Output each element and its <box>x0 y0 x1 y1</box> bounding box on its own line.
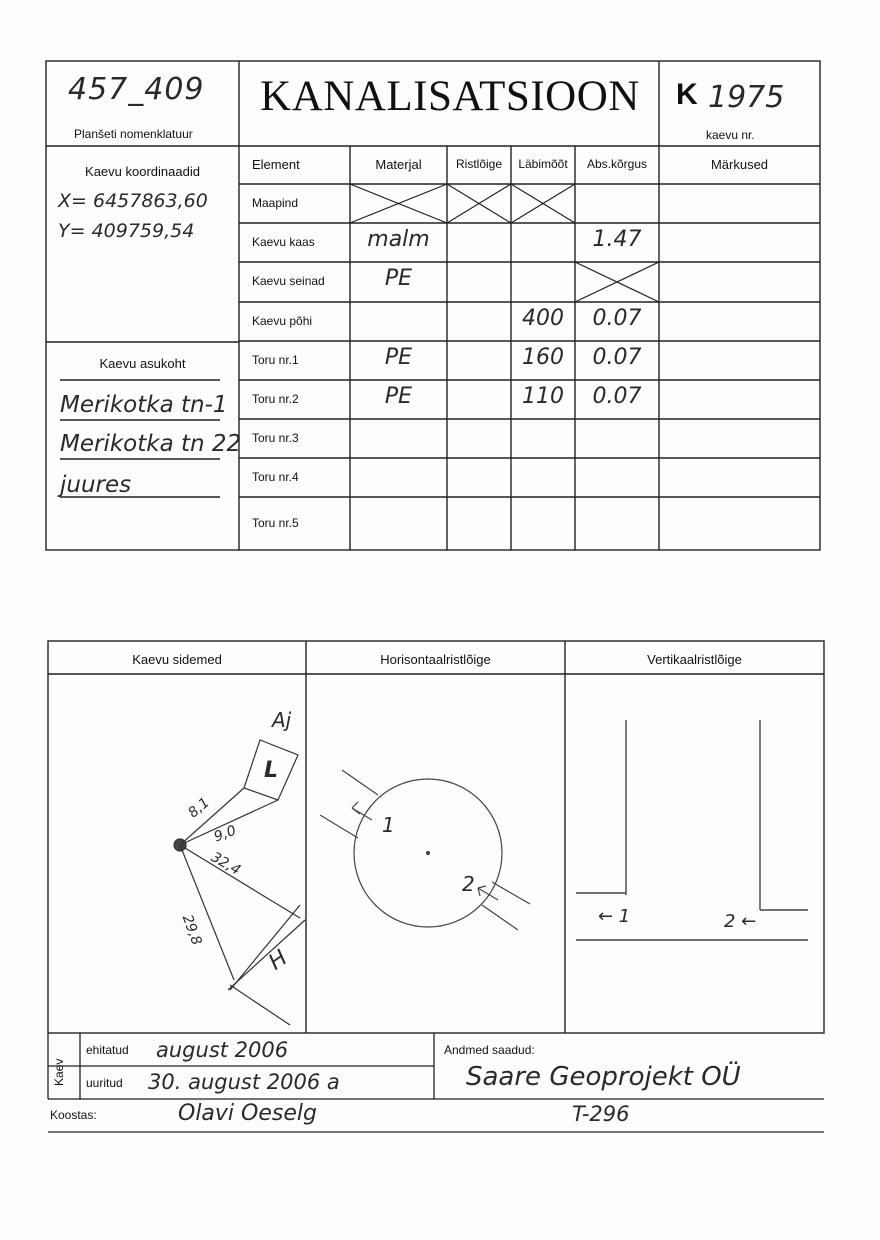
col-header-labimoot: Läbimõõt <box>518 157 568 171</box>
row-abs-korgus: 0.07 <box>592 383 642 409</box>
location-line-1: Merikotka tn-1 <box>60 392 228 418</box>
col-header-materjal: Materjal <box>375 157 422 172</box>
compiled-value: Olavi Oeselg <box>178 1101 317 1126</box>
row-materjal: malm <box>367 226 430 252</box>
ties-sketch <box>174 740 305 1025</box>
location-label: Kaevu asukoht <box>99 356 186 371</box>
tie-distance-4: 29,8 <box>178 912 205 948</box>
nomenclature-label: Planšeti nomenklatuur <box>74 127 193 141</box>
horizontal-pipe-2: 2 <box>462 872 475 896</box>
row-element-label: Toru nr.5 <box>252 515 299 530</box>
row-element-label: Toru nr.2 <box>252 391 299 406</box>
location-line-3: juures <box>60 472 132 498</box>
horizontal-section-sketch <box>320 770 530 930</box>
built-value: august 2006 <box>156 1038 289 1062</box>
vertical-pipe-1: ← 1 <box>598 906 631 927</box>
source-value: Saare Geoprojekt OÜ <box>466 1062 741 1092</box>
row-materjal: PE <box>384 383 413 409</box>
col-header-ristloige: Ristlõige <box>455 157 503 171</box>
nomenclature-value: 457_409 <box>68 72 205 107</box>
page-title: KANALISATSIOON <box>260 73 640 120</box>
ref-value: T-296 <box>572 1102 630 1126</box>
built-label: ehitatud <box>86 1043 129 1057</box>
compiled-label: Koostas: <box>50 1108 97 1122</box>
row-labimoot: 400 <box>522 305 564 331</box>
coordinate-y: Y= 409759,54 <box>58 220 195 242</box>
row-element-label: Toru nr.3 <box>252 430 299 445</box>
tie-distance-2: 9,0 <box>211 822 239 846</box>
sketch-header-horizontal: Horisontaalristlõige <box>380 652 491 667</box>
sketch-header-vertical: Vertikaalristlõige <box>647 652 742 667</box>
row-element-label: Maapind <box>252 195 299 210</box>
col-header-abs: Abs.kõrgus <box>586 157 648 171</box>
col-header-element: Element <box>252 157 300 172</box>
building-aj-symbol: L <box>264 758 279 783</box>
surveyed-value: 30. august 2006 a <box>148 1070 340 1094</box>
source-label: Andmed saadud: <box>444 1043 535 1057</box>
row-materjal: PE <box>384 344 413 370</box>
sketch-header-ties: Kaevu sidemed <box>132 652 222 667</box>
row-element-label: Kaevu seinad <box>252 274 325 288</box>
row-element-label: Kaevu põhi <box>252 313 313 328</box>
row-abs-korgus: 0.07 <box>592 305 642 331</box>
row-materjal: PE <box>384 266 413 292</box>
well-number: 1975 <box>708 80 785 115</box>
row-labimoot: 110 <box>522 383 564 409</box>
well-side-label: Kaev <box>52 1058 66 1086</box>
row-element-label: Toru nr.1 <box>252 352 299 367</box>
well-prefix: K <box>676 78 698 111</box>
surveyed-label: uuritud <box>86 1076 123 1090</box>
row-abs-korgus: 0.07 <box>592 344 642 370</box>
building-h-label: H <box>264 945 293 976</box>
tie-distance-3: 32,4 <box>208 849 244 879</box>
building-aj-label: Aj <box>272 708 292 732</box>
tie-distance-1: 8,1 <box>185 794 213 822</box>
row-abs-korgus: 1.47 <box>592 226 642 252</box>
coordinate-x: X= 6457863,60 <box>58 190 208 212</box>
row-element-label: Kaevu kaas <box>252 234 315 249</box>
coordinates-label: Kaevu koordinaadid <box>85 164 200 179</box>
row-labimoot: 160 <box>522 344 564 370</box>
row-element-label: Toru nr.4 <box>252 469 299 484</box>
col-header-markused: Märkused <box>710 157 769 172</box>
location-line-2: Merikotka tn 22 <box>60 431 242 457</box>
vertical-pipe-2: 2 ← <box>724 911 757 932</box>
horizontal-pipe-1: 1 <box>382 813 395 837</box>
well-number-label: kaevu nr. <box>706 128 755 142</box>
